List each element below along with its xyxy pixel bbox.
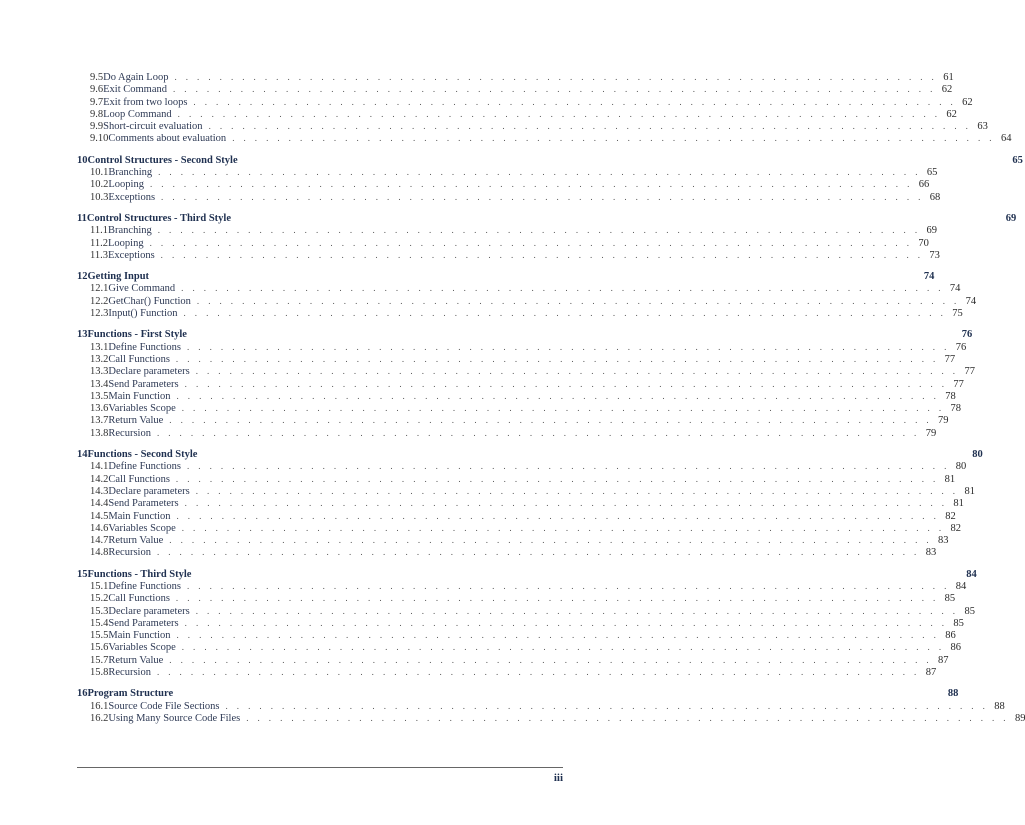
dot-leader: . . . . . . . . . . . . . . . . . . . . . . . . . . . . . . . . . . . . . . . . . . . . . . . . . . . . . . . . . . . . . . . . . . . .	[181, 642, 945, 653]
section-entry[interactable]	[77, 353, 956, 365]
chapter-number: 11	[77, 212, 87, 224]
dot-leader: . . . . . . . . . . . . . . . . . . . . . . . . . . . . . . . . . . . . . . . . . . . . . . . . . . . . . . . . . . . . . . . . . . . .	[156, 427, 920, 438]
section-title[interactable]: Recursion	[108, 547, 151, 559]
dot-leader: . . . . . . . . . . . . . . . . . . . . . . . . . . . . . . . . . . . . . . . . . . . . . . . . . . . . . . . . . . . . . . . . . . . .	[187, 580, 950, 591]
toc-chapter-block	[77, 687, 1025, 724]
section-title[interactable]: Input() Function	[108, 308, 178, 320]
section-title[interactable]: Return Value	[108, 654, 164, 666]
dot-leader: . . . . . . . . . . . . . . . . . . . . . . . . . . . . . . . . . . . . . . . . . . . . . . . . . . . . . . . . . . . . . . . . . . . .	[184, 617, 948, 628]
section-title[interactable]: Declare parameters	[108, 485, 190, 497]
section-number: 15.1	[90, 580, 109, 592]
section-number: 11.3	[90, 249, 108, 261]
section-title[interactable]: Define Functions	[108, 580, 181, 592]
section-title[interactable]: Send Parameters	[108, 498, 179, 510]
section-entry[interactable]	[77, 178, 930, 191]
chapter-entry[interactable]	[77, 270, 935, 283]
section-title[interactable]: Variables Scope	[108, 642, 176, 654]
chapter-page-number: 88	[947, 688, 959, 700]
dot-leader: . . . . . . . . . . . . . . . . . . . . . . . . . . . . . . . . . . . . . . . . . . . . . . . . . . . . . . . . . . . . . . . . . . . .	[169, 654, 933, 665]
section-page-number: 74	[949, 283, 961, 295]
section-number: 13.6	[90, 403, 109, 415]
section-title[interactable]: Send Parameters	[108, 378, 179, 390]
dot-leader: . . . . . . . . . . . . . . . . . . . . . . . . . . . . . . . . . . . . . . . . . . . . . . . . . . . . . . . . . . . . . . . . . . . .	[208, 121, 972, 132]
dot-leader: . . . . . . . . . . . . . . . . . . . . . . . . . . . . . . . . . . . . . . . . . . . . . . . . . . . . . . . . . . . . . . . . . . . .	[181, 283, 944, 294]
footer-page-number: iii	[553, 772, 563, 784]
section-page-number: 89	[1014, 712, 1025, 724]
section-number: 15.2	[90, 593, 109, 605]
section-page-number: 62	[946, 108, 957, 120]
chapter-entry[interactable]	[77, 687, 959, 700]
dot-leader: . . . . . . . . . . . . . . . . . . . . . . . . . . . . . . . . . . . . . . . . . . . . . . . . . . . . . . . . . . . . . . . . . . . .	[193, 96, 957, 107]
section-title[interactable]: Comments about evaluation	[108, 133, 227, 145]
section-title[interactable]: Exit Command	[103, 84, 167, 96]
section-number: 9.8	[90, 108, 104, 120]
dot-leader: . . . . . . . . . . . . . . . . . . . . . . . . . . . . . . . . . . . . . . . . . . . . . . . . . . . . . . . . . . . . . . . . . . . .	[232, 133, 995, 144]
section-entry[interactable]	[77, 341, 967, 353]
dot-leader: . . . . . . . . . . . . . . . . . . . . . . . . . . . . . . . . . . . . . . . . . . . . . . . . . . . . . . . . . . . . . . . . . . . .	[158, 167, 921, 178]
dot-leader: . . . . . . . . . . . . . . . . . . . . . . . . . . . . . . . . . . . . . . . . . . . . . . . . . . . . . . . . . . . . . . . . . . . .	[195, 485, 959, 496]
chapter-title[interactable]: Control Structures - Second Style	[87, 154, 238, 166]
chapter-title[interactable]: Functions - First Style	[87, 329, 187, 341]
section-title[interactable]: Looping	[108, 237, 144, 249]
section-number: 13.4	[90, 378, 109, 390]
dot-leader: . . . . . . . . . . . . . . . . . . . . . . . . . . . . . . . . . . . . . . . . . . . . . . . . . . . . . . . . . . . . . . . . . . . .	[177, 108, 941, 119]
section-page-number: 77	[964, 366, 975, 378]
section-page-number: 62	[941, 84, 953, 96]
section-page-number: 85	[944, 593, 956, 605]
section-page-number: 83	[938, 535, 949, 547]
section-page-number: 85	[953, 617, 964, 629]
chapter-entry[interactable]	[77, 448, 983, 461]
section-number: 12.2	[90, 295, 109, 307]
dot-leader: . . . . . . . . . . . . . . . . . . . . . . . . . . . . . . . . . . . . . . . . . . . . . . . . . . . . . . . . . . . . . . . . . . . .	[156, 547, 920, 558]
section-title[interactable]: Define Functions	[108, 461, 181, 473]
section-number: 15.5	[90, 630, 109, 642]
dot-leader: . . . . . . . . . . . . . . . . . . . . . . . . . . . . . . . . . . . . . . . . . . . . . . . . . . . . . . . . . . . . . . . . . . . .	[174, 72, 938, 82]
section-number: 13.7	[90, 415, 109, 427]
section-title[interactable]: Variables Scope	[108, 522, 176, 534]
section-entry[interactable]	[77, 96, 973, 108]
section-title[interactable]: Call Functions	[108, 593, 170, 605]
toc-chapter-block	[77, 212, 1017, 261]
section-number: 13.2	[90, 353, 109, 365]
section-title[interactable]: Variables Scope	[108, 403, 176, 415]
section-page-number: 81	[964, 485, 975, 497]
section-title[interactable]: Main Function	[108, 510, 171, 522]
dot-leader: . . . . . . . . . . . . . . . . . . . . . . . . . . . . . . . . . . . . . . . . . . . . . . . . . . . . . . . . . . . . . . . . . . . .	[175, 473, 939, 484]
section-entry[interactable]	[77, 534, 949, 547]
chapter-page-number: 65	[1012, 154, 1023, 166]
section-title[interactable]: Source Code File Sections	[108, 700, 220, 712]
section-title[interactable]: Short-circuit evaluation	[103, 121, 203, 133]
section-page-number: 65	[926, 167, 938, 179]
section-number: 9.6	[90, 84, 104, 96]
chapter-number: 10	[77, 154, 88, 166]
section-entry[interactable]	[77, 132, 1012, 145]
section-page-number: 79	[925, 427, 937, 439]
dot-leader: . . . . . . . . . . . . . . . . . . . . . . . . . . . . . . . . . . . . . . . . . . . . . . . . . . . . . . . . . . . . . . . . . . . .	[184, 498, 948, 509]
section-entry[interactable]	[77, 605, 975, 617]
section-title[interactable]: Exceptions	[108, 191, 156, 203]
section-entry[interactable]	[77, 237, 929, 249]
section-page-number: 81	[953, 498, 964, 510]
section-title[interactable]: Main Function	[108, 390, 171, 402]
section-title[interactable]: Using Many Source Code Files	[108, 712, 241, 724]
section-entry[interactable]	[77, 166, 938, 179]
dot-leader: . . . . . . . . . . . . . . . . . . . . . . . . . . . . . . . . . . . . . . . . . . . . . . . . . . . . . . . . . . . . . . . . . . . .	[184, 378, 948, 389]
section-entry[interactable]	[77, 629, 956, 642]
section-number: 16.1	[90, 700, 109, 712]
section-title[interactable]: Return Value	[108, 535, 164, 547]
chapter-page-number: 69	[1005, 212, 1017, 224]
section-title[interactable]: Recursion	[108, 427, 151, 439]
dot-leader: . . . . . . . . . . . . . . . . . . . . . . . . . . . . . . . . . . . . . . . . . . . . . . . . . . . . . . . . . . . . . . . . . . . .	[169, 535, 933, 546]
dot-leader: . . . . . . . . . . . . . . . . . . . . . . . . . . . . . . . . . . . . . . . . . . . . . . . . . . . . . . . . . . . . . . . . . . . .	[175, 353, 939, 364]
dot-leader: . . . . . . . . . . . . . . . . . . . . . . . . . . . . . . . . . . . . . . . . . . . . . . . . . . . . . . . . . . . . . . . . . . . .	[187, 461, 950, 472]
section-entry[interactable]	[77, 485, 975, 497]
chapter-page-number: 84	[966, 568, 977, 580]
chapter-title[interactable]: Functions - Third Style	[87, 568, 192, 580]
dot-leader: . . . . . . . . . . . . . . . . . . . . . . . . . . . . . . . . . . . . . . . . . . . . . . . . . . . . . . . . . . . . . . . . . . . .	[187, 341, 950, 352]
section-number: 15.3	[90, 605, 109, 617]
section-page-number: 86	[950, 642, 961, 654]
section-entry[interactable]	[77, 700, 1005, 712]
section-title[interactable]: Recursion	[108, 667, 151, 679]
section-title[interactable]: Declare parameters	[108, 605, 190, 617]
chapter-page-number: 74	[923, 271, 935, 283]
section-number: 13.1	[90, 341, 109, 353]
section-page-number: 64	[1000, 133, 1012, 145]
section-number: 15.4	[90, 617, 109, 629]
section-entry[interactable]	[77, 497, 964, 510]
toc-chapter-block	[77, 568, 977, 679]
section-entry[interactable]	[77, 473, 956, 485]
section-number: 12.1	[90, 283, 109, 295]
section-page-number: 70	[918, 237, 929, 249]
section-number: 13.5	[90, 390, 109, 402]
section-number: 13.3	[90, 366, 109, 378]
chapter-number: 15	[77, 568, 88, 580]
section-entry[interactable]	[77, 712, 1025, 724]
dot-leader: . . . . . . . . . . . . . . . . . . . . . . . . . . . . . . . . . . . . . . . . . . . . . . . . . . . . . . . . . . . . . . . . . . . .	[196, 295, 960, 306]
section-page-number: 62	[962, 96, 973, 108]
section-entry[interactable]	[77, 427, 937, 439]
section-entry[interactable]	[77, 580, 967, 592]
dot-leader: . . . . . . . . . . . . . . . . . . . . . . . . . . . . . . . . . . . . . . . . . . . . . . . . . . . . . . . . . . . . . . . . . . . .	[173, 84, 936, 95]
section-number: 11.1	[90, 225, 108, 237]
section-number: 15.8	[90, 667, 109, 679]
section-number: 15.6	[90, 642, 109, 654]
section-number: 16.2	[90, 712, 109, 724]
section-number: 10.1	[90, 167, 109, 179]
chapter-title[interactable]: Program Structure	[87, 688, 174, 700]
section-page-number: 83	[925, 547, 937, 559]
section-number: 14.8	[90, 547, 109, 559]
dot-leader: . . . . . . . . . . . . . . . . . . . . . . . . . . . . . . . . . . . . . . . . . . . . . . . . . . . . . . . . . . . . . . . . . . . .	[157, 225, 921, 236]
section-entry[interactable]	[77, 617, 964, 629]
chapter-number: 14	[77, 449, 88, 461]
toc-chapter-block	[77, 154, 1023, 203]
section-entry[interactable]	[77, 510, 956, 522]
section-entry[interactable]	[77, 390, 956, 402]
section-title[interactable]: Main Function	[108, 630, 171, 642]
section-number: 15.7	[90, 654, 109, 666]
section-page-number: 81	[944, 473, 956, 485]
section-page-number: 77	[953, 378, 964, 390]
section-entry[interactable]	[77, 83, 953, 96]
section-number: 10.2	[90, 179, 109, 191]
section-title[interactable]: Loop Command	[103, 108, 172, 120]
section-page-number: 79	[938, 415, 949, 427]
section-title[interactable]: Return Value	[108, 415, 164, 427]
dot-leader: . . . . . . . . . . . . . . . . . . . . . . . . . . . . . . . . . . . . . . . . . . . . . . . . . . . . . . . . . . . . . . . . . . . .	[176, 630, 940, 641]
section-entry[interactable]	[77, 402, 961, 415]
dot-leader: . . . . . . . . . . . . . . . . . . . . . . . . . . . . . . . . . . . . . . . . . . . . . . . . . . . . . . . . . . . . . . . . . . . .	[156, 667, 920, 678]
dot-leader: . . . . . . . . . . . . . . . . . . . . . . . . . . . . . . . . . . . . . . . . . . . . . . . . . . . . . . . . . . . . . . . . . . . .	[175, 593, 939, 604]
section-entry[interactable]	[77, 282, 961, 295]
section-number: 9.10	[90, 133, 109, 145]
section-number: 14.1	[90, 461, 109, 473]
section-page-number: 87	[925, 667, 937, 679]
section-page-number: 88	[994, 700, 1005, 712]
section-entry[interactable]	[77, 378, 964, 390]
section-page-number: 69	[926, 225, 937, 237]
section-entry[interactable]	[77, 224, 937, 237]
section-entry[interactable]	[77, 546, 937, 559]
section-number: 14.2	[90, 473, 109, 485]
section-page-number: 66	[918, 179, 930, 191]
section-number: 14.7	[90, 535, 109, 547]
dot-leader: . . . . . . . . . . . . . . . . . . . . . . . . . . . . . . . . . . . . . . . . . . . . . . . . . . . . . . . . . . . . . . . . . . . .	[181, 403, 945, 414]
section-entry[interactable]	[77, 641, 961, 654]
section-title[interactable]: Declare parameters	[108, 366, 190, 378]
section-page-number: 61	[943, 72, 954, 83]
section-number: 14.3	[90, 485, 109, 497]
section-title[interactable]: Looping	[108, 179, 144, 191]
section-number: 13.8	[90, 427, 109, 439]
section-number: 10.3	[90, 191, 109, 203]
section-entry[interactable]	[77, 71, 954, 83]
section-entry[interactable]	[77, 120, 988, 133]
dot-leader: . . . . . . . . . . . . . . . . . . . . . . . . . . . . . . . . . . . . . . . . . . . . . . . . . . . . . . . . . . . . . . . . . . . .	[149, 179, 913, 190]
toc-chapter-block	[77, 328, 975, 439]
section-title[interactable]: Give Command	[108, 283, 176, 295]
section-entry[interactable]	[77, 295, 977, 307]
dot-leader: . . . . . . . . . . . . . . . . . . . . . . . . . . . . . . . . . . . . . . . . . . . . . . . . . . . . . . . . . . . . . . . . . . . .	[195, 605, 959, 616]
section-page-number: 85	[964, 605, 975, 617]
dot-leader: . . . . . . . . . . . . . . . . . . . . . . . . . . . . . . . . . . . . . . . . . . . . . . . . . . . . . . . . . . . . . . . . . . . .	[181, 522, 945, 533]
footer-divider	[77, 767, 563, 768]
dot-leader: . . . . . . . . . . . . . . . . . . . . . . . . . . . . . . . . . . . . . . . . . . . . . . . . . . . . . . . . . . . . . . . . . . . .	[169, 415, 933, 426]
section-entry[interactable]	[77, 365, 975, 378]
section-title[interactable]: Call Functions	[108, 473, 170, 485]
section-page-number: 73	[929, 249, 940, 261]
chapter-page-number: 80	[972, 449, 983, 461]
chapter-page-number: 76	[961, 329, 973, 341]
chapter-title[interactable]: Functions - Second Style	[87, 449, 198, 461]
chapter-entry[interactable]	[77, 154, 1023, 166]
section-entry[interactable]	[77, 191, 941, 203]
section-entry[interactable]	[77, 460, 967, 473]
dot-leader: . . . . . . . . . . . . . . . . . . . . . . . . . . . . . . . . . . . . . . . . . . . . . . . . . . . . . . . . . . . . . . . . . . . .	[149, 237, 913, 248]
section-entry[interactable]	[77, 249, 940, 261]
section-page-number: 84	[955, 580, 967, 592]
dot-leader: . . . . . . . . . . . . . . . . . . . . . . . . . . . . . . . . . . . . . . . . . . . . . . . . . . . . . . . . . . . . . . . . . . . .	[195, 366, 959, 377]
section-page-number: 78	[950, 403, 961, 415]
section-entry[interactable]	[77, 522, 961, 534]
table-of-contents	[77, 71, 1025, 733]
section-page-number: 75	[952, 308, 963, 320]
toc-chapter-block	[77, 71, 1012, 145]
chapter-number: 16	[77, 688, 88, 700]
section-entry[interactable]	[77, 654, 949, 666]
section-title[interactable]: Exceptions	[108, 249, 155, 261]
section-entry[interactable]	[77, 108, 957, 120]
section-entry[interactable]	[77, 666, 937, 679]
chapter-entry[interactable]	[77, 568, 977, 580]
chapter-entry[interactable]	[77, 328, 973, 341]
section-entry[interactable]	[77, 414, 949, 427]
dot-leader: . . . . . . . . . . . . . . . . . . . . . . . . . . . . . . . . . . . . . . . . . . . . . . . . . . . . . . . . . . . . . . . . . . . .	[176, 390, 940, 401]
toc-chapter-block	[77, 270, 977, 320]
section-page-number: 63	[977, 121, 988, 133]
section-number: 9.9	[90, 121, 104, 133]
dot-leader: . . . . . . . . . . . . . . . . . . . . . . . . . . . . . . . . . . . . . . . . . . . . . . . . . . . . . . . . . . . . . . . . . . . .	[183, 308, 947, 319]
section-page-number: 77	[944, 353, 956, 365]
section-page-number: 82	[945, 510, 956, 522]
chapter-number: 13	[77, 329, 88, 341]
section-page-number: 80	[955, 461, 967, 473]
section-title[interactable]: GetChar() Function	[108, 295, 191, 307]
section-title[interactable]: Exit from two loops	[103, 96, 188, 108]
chapter-number: 12	[77, 271, 88, 283]
section-number: 12.3	[90, 308, 109, 320]
section-number: 9.5	[90, 72, 104, 83]
section-page-number: 87	[938, 654, 949, 666]
section-number: 9.7	[90, 96, 104, 108]
chapter-entry[interactable]	[77, 212, 1017, 224]
toc-chapter-block	[77, 448, 983, 559]
section-entry[interactable]	[77, 307, 963, 320]
section-title[interactable]: Branching	[108, 225, 152, 237]
dot-leader: . . . . . . . . . . . . . . . . . . . . . . . . . . . . . . . . . . . . . . . . . . . . . . . . . . . . . . . . . . . . . . . . . . . .	[176, 510, 940, 521]
section-page-number: 68	[929, 191, 941, 203]
dot-leader: . . . . . . . . . . . . . . . . . . . . . . . . . . . . . . . . . . . . . . . . . . . . . . . . . . . . . . . . . . . . . . . . . . . .	[161, 191, 924, 202]
dot-leader: . . . . . . . . . . . . . . . . . . . . . . . . . . . . . . . . . . . . . . . . . . . . . . . . . . . . . . . . . . . . . . . . . . . .	[160, 249, 924, 260]
chapter-title[interactable]: Getting Input	[87, 271, 150, 283]
chapter-title[interactable]: Control Structures - Third Style	[86, 212, 232, 224]
section-entry[interactable]	[77, 592, 956, 605]
section-page-number: 78	[945, 390, 956, 402]
dot-leader: . . . . . . . . . . . . . . . . . . . . . . . . . . . . . . . . . . . . . . . . . . . . . . . . . . . . . . . . . . . . . . . . . . . .	[246, 712, 1009, 723]
section-number: 11.2	[90, 237, 108, 249]
section-number: 14.6	[90, 522, 109, 534]
section-title[interactable]: Call Functions	[108, 353, 170, 365]
section-page-number: 86	[945, 630, 956, 642]
section-title[interactable]: Send Parameters	[108, 617, 179, 629]
section-page-number: 74	[965, 295, 977, 307]
dot-leader: . . . . . . . . . . . . . . . . . . . . . . . . . . . . . . . . . . . . . . . . . . . . . . . . . . . . . . . . . . . . . . . . . . . .	[225, 700, 989, 711]
section-page-number: 82	[950, 522, 961, 534]
section-title[interactable]: Define Functions	[108, 341, 181, 353]
section-number: 14.4	[90, 498, 109, 510]
section-page-number: 76	[955, 341, 967, 353]
section-number: 14.5	[90, 510, 109, 522]
section-title[interactable]: Do Again Loop	[103, 72, 169, 83]
section-title[interactable]: Branching	[108, 167, 153, 179]
